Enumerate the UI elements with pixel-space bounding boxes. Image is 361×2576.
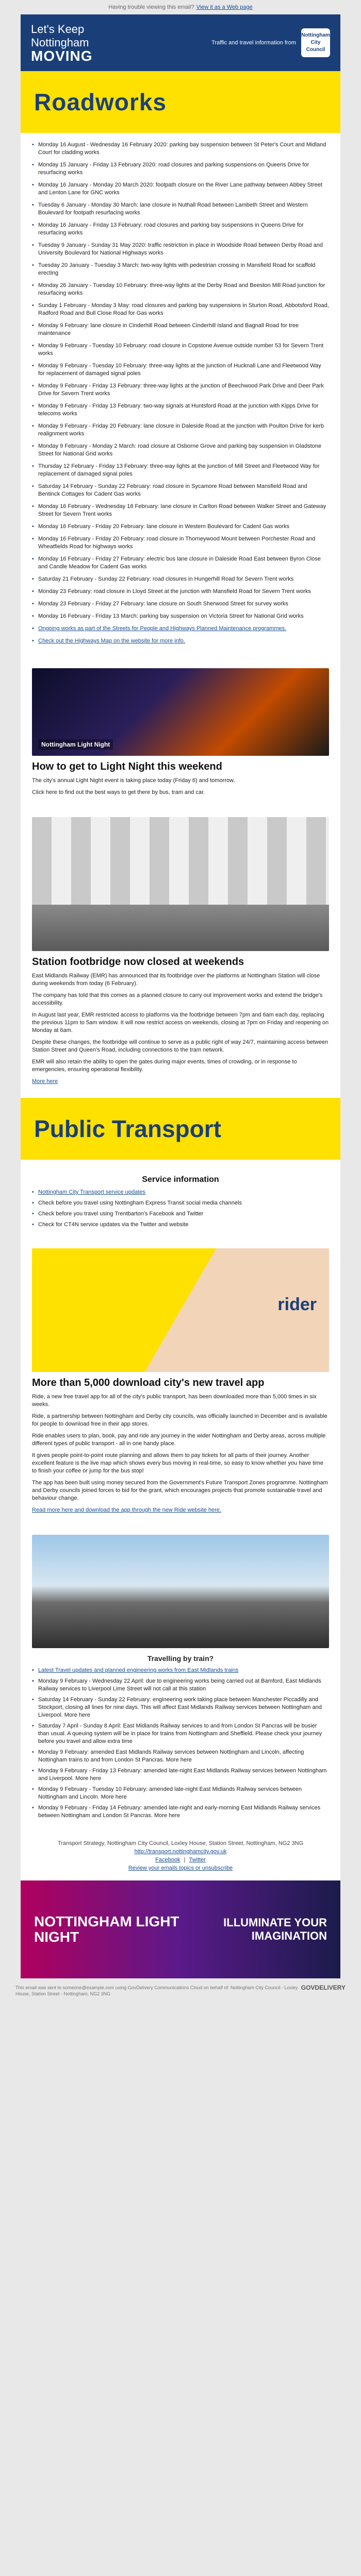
- station-para3: In August last year, EMR restricted access to platforms via the footbridge between 7pm and 6am each day, replacing the previous 11pm to 5am window. It will now restrict access on weekends, closing at 7pm on Friday and reopening on Monday at 6am.: [32, 1012, 329, 1033]
- list-item: • Monday 16 February - Wednesday 18 February: lane closure in Carlton Road between Walker Street and Gateway Street for Severn Trent works: [32, 503, 329, 518]
- list-item: • Monday 9 February - Wednesday 22 April: due to engineering works being carried out at Bamford, East Midlands Railway services to Liverpool Lime Street will not call at this station: [32, 1677, 329, 1693]
- light-night-caption: Nottingham Light Night: [38, 739, 113, 750]
- header-tagline: Traffic and travel information from: [211, 40, 296, 46]
- station-story: [21, 809, 340, 1098]
- list-item: • Monday 9 February - Friday 20 February: lane closure in Daleside Road at the junction with Poulton Drive for kerb realignment works: [32, 422, 329, 438]
- service-info-title: Service information: [142, 1175, 219, 1184]
- list-item: • Monday 9 February - Friday 13 February: amended late-night East Midlands Railway services between Nottingham and Liverpool. More here: [32, 1767, 329, 1783]
- public-transport-banner: [21, 1098, 340, 1160]
- bus-app-image: [32, 1248, 329, 1372]
- trentbarton-item: • Check before you travel using Trentbarton's Facebook and Twitter: [32, 1210, 329, 1218]
- list-item: • Monday 9 February - Tuesday 10 February: amended late-night East Midlands Railway services between Nottingham and Lincoln. More here: [32, 1786, 329, 1801]
- public-transport-heading: Public Transport: [34, 1115, 221, 1142]
- facebook-link[interactable]: Facebook: [155, 1857, 180, 1863]
- footbridge-image: [32, 817, 329, 951]
- brand-title: [31, 23, 93, 63]
- footer-address: Transport Strategy, Nottingham City Council, Loxley House, Station Street, Nottingham, NG2 3NG: [57, 1840, 304, 1846]
- net-social-item: • Check before you travel using Nottingham Express Transit social media channels: [32, 1199, 329, 1207]
- list-item: • Monday 9 February - Friday 14 February: amended late-night and early-morning East Midlands Railway services between Nottingham and London St Pancras. More here: [32, 1804, 329, 1820]
- list-item: • Monday 9 February - Tuesday 10 February: road closure in Copstone Avenue outside number 53 for Severn Trent works: [32, 342, 329, 358]
- list-item: • Monday 23 February - Friday 27 February: lane closure on South Sherwood Street for survey works: [32, 600, 329, 608]
- list-item: • Thursday 12 February - Friday 13 February: three-way lights at the junction of Mill Street and Fleetwood Way for replacement of damaged signal poles: [32, 463, 329, 478]
- list-item: • Monday 9 February: amended East Midlands Railway services between Nottingham and Lincoln, affecting Nottingham trains to and from London St Pancras. More here: [32, 1749, 329, 1764]
- light-night-para2: Click here to find out the best ways to get there by bus, tram and car.: [32, 789, 205, 795]
- council-crest-icon: [301, 28, 330, 57]
- station-para2: The company has told that this comes as a planned closure to carry out improvement works and extend the bridge's accessibility.: [32, 992, 323, 1006]
- list-item: • Monday 16 January - Friday 13 February: road closures and parking bay suspensions in Queens Drive for resurfacing works: [32, 222, 329, 237]
- list-item: • Tuesday 9 January - Sunday 31 May 2020: traffic restriction in place in Woodside Road between Derby Road and University Boulevard for National Highways works: [32, 242, 329, 257]
- list-item: • Saturday 21 February - Sunday 22 February: road closures in Hungerhill Road for Severn Trent works: [32, 575, 329, 583]
- brand-line3: MOVING: [31, 48, 93, 64]
- app-para1: Ride, a new free travel app for all of the city's public transport, has been downloaded more than 5,000 times in six weeks.: [32, 1394, 317, 1408]
- promo-left-text: NOTTINGHAM LIGHT NIGHT: [34, 1913, 179, 1945]
- streets-programme-link[interactable]: • Ongoing works as part of the Streets for People and Highways Planned Maintenance programmes.: [32, 625, 329, 633]
- trouble-viewing-text: Having trouble viewing this email?: [108, 4, 194, 10]
- station-para1: East Midlands Railway (EMR) has announced that its footbridge over the platforms at Nottingham Station will close during weekends from today (6 February).: [32, 973, 320, 987]
- station-heading: Station footbridge now closed at weekends: [32, 956, 244, 968]
- train-image: [32, 1535, 329, 1648]
- app-read-more-link[interactable]: Read more here and download the app through the new Ride website here.: [32, 1507, 221, 1513]
- service-list: [32, 1189, 329, 1229]
- footer: [21, 1831, 340, 1880]
- light-night-para1: The city's annual Light Night event is taking place today (Friday 6) and tomorrow.: [32, 777, 235, 784]
- brand-line1: Let's Keep: [31, 23, 85, 36]
- train-story: [21, 1527, 340, 1831]
- ct4n-item: • Check for CT4N service updates via the Twitter and website: [32, 1221, 329, 1229]
- govdelivery-footer: [0, 1978, 361, 2003]
- highways-map-link[interactable]: • Check out the Highways Map on the website for more info.: [32, 637, 329, 645]
- light-night-heading: How to get to Light Night this weekend: [32, 761, 222, 772]
- roadworks-banner: [21, 71, 340, 133]
- list-item: • Sunday 1 February - Monday 3 May: road closures and parking bay suspensions in Sturton Road, Abbotsford Road, Radford Road and Bull Close Road for Gas works: [32, 302, 329, 317]
- list-item: • Monday 9 February: lane closure in Cinderhill Road between Cinderhill Island and Bagnall Road for tree maintenance: [32, 322, 329, 337]
- manage-subscription-link[interactable]: Review your emails topics or unsubscribe: [128, 1865, 233, 1871]
- list-item: • Monday 9 February - Monday 2 March: road closure at Osborne Grove and parking bay suspension in Gladstone Street for National Grid works: [32, 443, 329, 458]
- travel-app-heading: More than 5,000 download city's new travel app: [32, 1377, 265, 1388]
- light-night-promo-banner[interactable]: [21, 1880, 340, 1978]
- train-heading: Travelling by train?: [147, 1654, 214, 1663]
- list-item: • Tuesday 20 January - Tuesday 3 March: two-way lights with pedestrian crossing in Mansfield Road for scaffold erecting: [32, 262, 329, 277]
- nct-updates-link[interactable]: • Nottingham City Transport service updates: [32, 1189, 329, 1196]
- govdelivery-logo: GOVDELIVERY: [301, 1984, 346, 1991]
- station-para5: EMR will also retain the ability to open the gates during major events, times of crowding, or in response to emergencies, ensuring operational flexibility.: [32, 1059, 297, 1073]
- list-item: • Monday 16 January - Monday 20 March 2020: footpath closure on the River Lane pathway between Abbey Street and Lenton Lane for GNC works: [32, 181, 329, 197]
- list-item: • Monday 9 February - Friday 13 February: three-way lights at the junction of Beechwood Park Drive and Deer Park Drive for Severn Trent works: [32, 382, 329, 398]
- list-item: • Saturday 14 February - Sunday 22 February: road closure in Sycamore Road between Mansfield Road and Bentinck Cottages for Cadent Gas works: [32, 483, 329, 498]
- travel-app-story: [21, 1240, 340, 1527]
- list-item: • Saturday 14 February - Sunday 22 February: engineering work taking place between Manchester Piccadilly and Stockport, closing all lines for nine days. This will affect East Midlands Railway services between Nottingham and Liverpool. More here: [32, 1696, 329, 1719]
- footer-site-link[interactable]: http://transport.nottinghamcity.gov.uk: [134, 1849, 227, 1855]
- header-right: [211, 28, 330, 57]
- header: [21, 14, 340, 71]
- station-para4: Despite these changes, the footbridge will continue to serve as a public right of way 24/7, maintaining access between Station Street and Queen's Road, including connections to the tram network.: [32, 1039, 329, 1053]
- roadworks-list: [21, 133, 340, 660]
- emr-updates-link[interactable]: • Latest Travel updates and planned engineering works from East Midlands trains: [32, 1667, 329, 1674]
- app-para5: The app has been built using money secured from the Government's Future Transport Zones programme. Nottingham and Derby councils joined forces to bid for the grant, which encourages projects that promote sustainable travel and behaviour change.: [32, 1480, 328, 1501]
- promo-right-text: ILLUMINATE YOUR IMAGINATION: [223, 1916, 327, 1942]
- brand-line2: Nottingham: [31, 36, 89, 49]
- email-container: [21, 14, 340, 1978]
- list-item: • Monday 23 February: road closure in Lloyd Street at the junction with Mansfield Road for Severn Trent works: [32, 588, 329, 596]
- station-more-link[interactable]: More here: [32, 1078, 58, 1084]
- app-para2: Ride, a partnership between Nottingham and Derby city councils, was officially launched in December and is available for people to download free in their app stores.: [32, 1413, 327, 1427]
- list-item: • Monday 16 February - Friday 20 February: lane closure in Western Boulevard for Cadent Gas works: [32, 523, 329, 531]
- train-list: [32, 1667, 329, 1820]
- view-web-link[interactable]: View it as a Web page: [196, 4, 253, 10]
- list-item: • Monday 16 February - Friday 20 February: road closure in Thorneywood Mount between Porchester Road and Wheatfields Road for highways works: [32, 535, 329, 551]
- list-item: • Monday 16 August - Wednesday 16 February 2020: parking bay suspension between St Peter's Court and Midland Court for cladding works: [32, 141, 329, 157]
- twitter-link[interactable]: Twitter: [189, 1857, 206, 1863]
- app-para3: Ride enables users to plan, book, pay and ride any journey in the wider Nottingham and Derby areas, across multiple different types of public transport - all in one handy place.: [32, 1433, 326, 1447]
- rider-logo: rider: [277, 1295, 317, 1314]
- govdelivery-text: This email was sent to someone@example.com using GovDelivery Communications Cloud on behalf of: Nottingham City Council - Loxley House, Station Street - Nottingham, NG2 3NG: [15, 1985, 298, 1996]
- council-name: Nottingham City Council: [301, 32, 330, 53]
- roadworks-heading: Roadworks: [34, 89, 167, 115]
- list-item: • Monday 15 January - Friday 13 February 2020: road closures and parking suspensions on Queens Drive for resurfacing works: [32, 161, 329, 177]
- list-item: • Monday 16 February - Friday 27 February: electric bus lane closure in Daleside Road East between Byron Close and Candle Meadow for Cadent Gas works: [32, 555, 329, 571]
- light-night-image: [32, 668, 329, 756]
- list-item: • Monday 26 January - Tuesday 10 February: three-way lights at the Derby Road and Beeston Mill Road junction for resurfacing works: [32, 282, 329, 297]
- list-item: • Tuesday 6 January - Monday 30 March: lane closure in Nuthall Road between Lambeth Street and Western Boulevard for footpath resurfacing works: [32, 201, 329, 217]
- list-item: • Monday 9 February - Friday 13 February: two-way signals at Huntsford Road at the junction with Kipps Drive for telecoms works: [32, 402, 329, 418]
- service-info: [21, 1160, 340, 1240]
- list-item: • Saturday 7 April - Sunday 8 April: East Midlands Railway services to and from London St Pancras will be busier than usual. A queuing system will be in place for trains from Nottingham and Sheffield. Please check your journey before you travel and allow extra time: [32, 1722, 329, 1745]
- view-online-bar: [0, 0, 361, 14]
- light-night-story: [21, 660, 340, 809]
- list-item: • Monday 9 February - Tuesday 10 February: three-way lights at the junction of Hucknall Lane and Fleetwood Way for replacement of damaged signal poles: [32, 362, 329, 378]
- footer-social: Facebook | Twitter: [155, 1857, 206, 1863]
- app-para4: It gives people point-to-point route planning and allows them to pay tickets for all parts of their journey. Another excellent feature is the live map which shows every bus moving in real-time, so easy to know whether you have time to finish your coffee or jump for the bus stop!: [32, 1452, 323, 1474]
- list-item: • Monday 16 February - Friday 13 March: parking bay suspension on Victoria Street for National Grid works: [32, 613, 329, 620]
